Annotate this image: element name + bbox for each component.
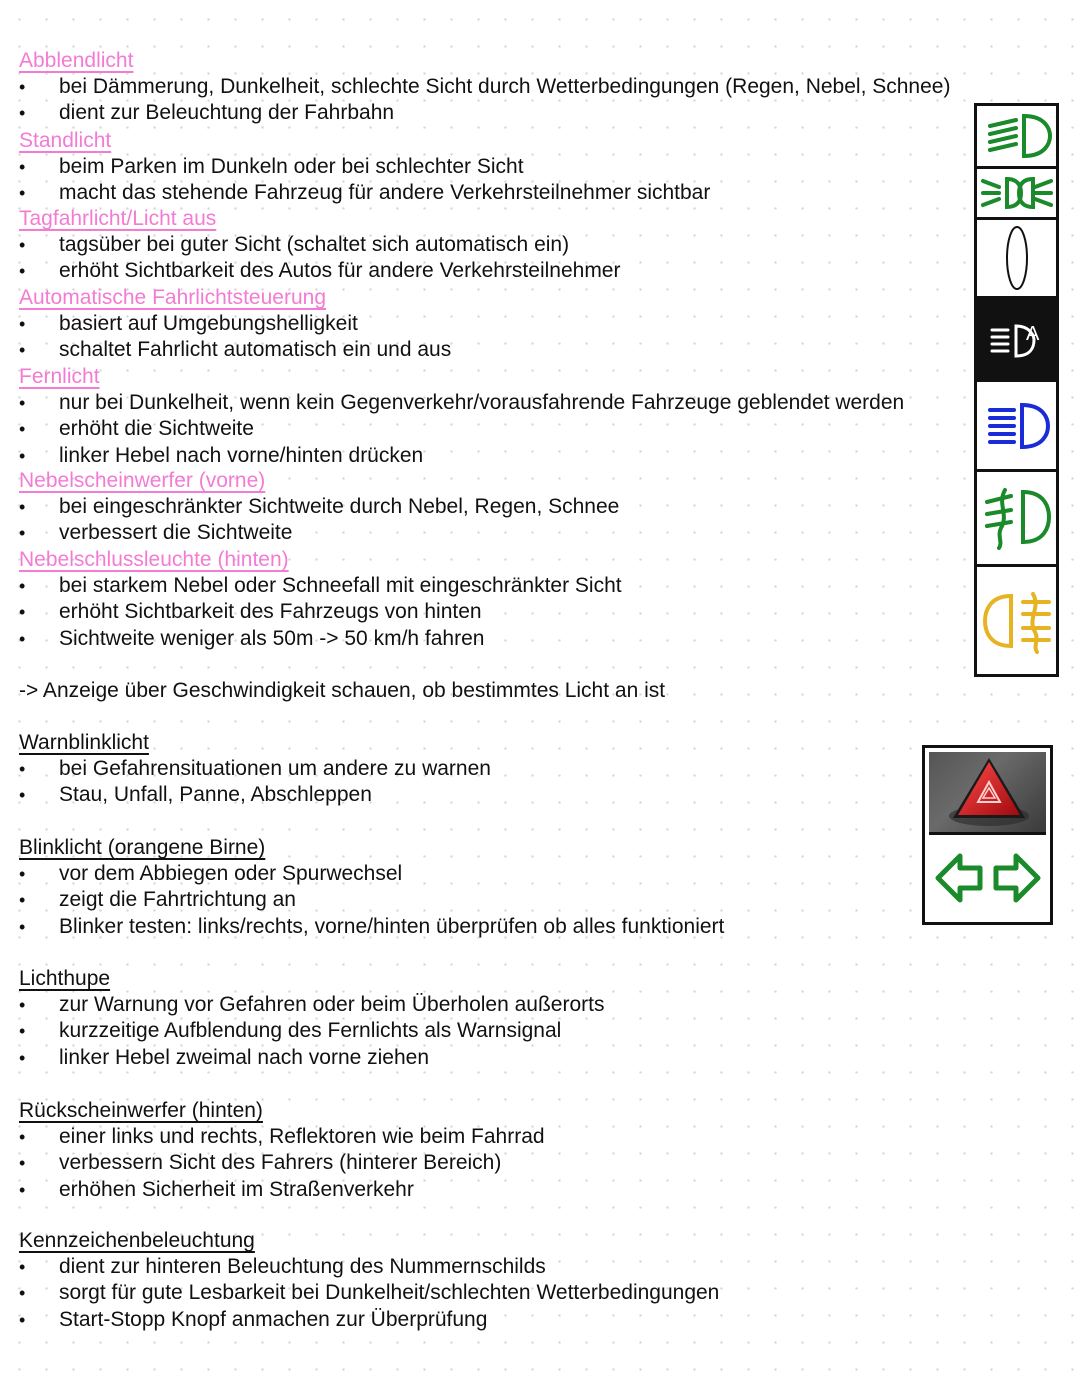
list-item: • bei Dämmerung, Dunkelheit, schlechte Sicht durch Wetterbedingungen (Regen, Nebel, Schnee) <box>19 74 950 100</box>
parking-light-cell <box>977 169 1056 220</box>
heading: Tagfahrlicht/Licht aus <box>19 207 217 230</box>
section-blinklicht <box>19 835 724 940</box>
list-item: • Blinker testen: links/rechts, vorne/hinten überprüfen ob alles funktioniert <box>19 914 724 940</box>
section-tagfahrlicht <box>19 206 620 285</box>
hazard-button-icon <box>929 752 1046 832</box>
daytime-light-cell <box>977 220 1056 299</box>
rear-fog-light-icon <box>981 588 1053 654</box>
heading: Automatische Fahrlichtsteuerung <box>19 286 326 309</box>
list-item: • verbessern Sicht des Fahrers (hinterer Bereich) <box>19 1150 545 1176</box>
list-item: • kurzzeitige Aufblendung des Fernlichts als Warnsignal <box>19 1018 605 1044</box>
hazard-button-photo <box>929 752 1046 835</box>
section-abblendlicht <box>19 48 950 127</box>
section-automatische-fahrlichtsteuerung <box>19 285 451 364</box>
speedometer-note: -> Anzeige über Geschwindigkeit schauen, ob bestimmtes Licht an ist <box>19 679 666 702</box>
list-item: • beim Parken im Dunkeln oder bei schlechter Sicht <box>19 154 710 180</box>
list-item: • dient zur hinteren Beleuchtung des Nummernschilds <box>19 1254 719 1280</box>
heading: Fernlicht <box>19 365 100 388</box>
parking-light-icon <box>979 173 1055 213</box>
list-item: • Start-Stopp Knopf anmachen zur Überprüfung <box>19 1307 719 1333</box>
list-item: • erhöht die Sichtweite <box>19 416 904 442</box>
list-item: • Sichtweite weniger als 50m -> 50 km/h fahren <box>19 626 622 652</box>
list-item: • linker Hebel zweimal nach vorne ziehen <box>19 1045 605 1071</box>
section-rueckscheinwerfer <box>19 1098 545 1203</box>
list-item: • bei eingeschränkter Sichtweite durch Nebel, Regen, Schnee <box>19 494 619 520</box>
list-item: • bei Gefahrensituationen um andere zu warnen <box>19 756 491 782</box>
section-lichthupe <box>19 966 605 1071</box>
list-item: • einer links und rechts, Reflektoren wie beim Fahrrad <box>19 1124 545 1150</box>
heading: Nebelscheinwerfer (vorne) <box>19 469 266 492</box>
low-beam-icon <box>980 110 1054 162</box>
heading: Kennzeichenbeleuchtung <box>19 1229 255 1252</box>
high-beam-icon <box>982 399 1052 453</box>
turn-signal-cell <box>925 834 1050 922</box>
list-item: • sorgt für gute Lesbarkeit bei Dunkelheit/schlechten Wetterbedingungen <box>19 1280 719 1306</box>
section-nebelschlussleuchte <box>19 547 622 652</box>
section-kennzeichenbeleuchtung <box>19 1228 719 1333</box>
light-icons-panel <box>974 103 1059 677</box>
list-item: • schaltet Fahrlicht automatisch ein und aus <box>19 337 451 363</box>
auto-light-icon <box>986 316 1048 362</box>
front-fog-cell <box>977 469 1056 567</box>
heading: Warnblinklicht <box>19 731 149 754</box>
heading: Rückscheinwerfer (hinten) <box>19 1099 263 1122</box>
heading: Abblendlicht <box>19 49 134 72</box>
heading: Standlicht <box>19 129 112 152</box>
high-beam-cell <box>977 379 1056 472</box>
list-item: • bei starkem Nebel oder Schneefall mit eingeschränkter Sicht <box>19 573 622 599</box>
low-beam-cell <box>977 106 1056 169</box>
svg-text:A: A <box>1025 323 1039 345</box>
list-item: • macht das stehende Fahrzeug für andere Verkehrsteilnehmer sichtbar <box>19 180 710 206</box>
section-warnblinklicht <box>19 730 491 809</box>
list-item: • erhöht Sichtbarkeit des Fahrzeugs von hinten <box>19 599 622 625</box>
list-item: • Stau, Unfall, Panne, Abschleppen <box>19 782 491 808</box>
list-item: • erhöhen Sicherheit im Straßenverkehr <box>19 1177 545 1203</box>
section-fernlicht <box>19 364 904 469</box>
list-item: • linker Hebel nach vorne/hinten drücken <box>19 443 904 469</box>
list-item: • zeigt die Fahrtrichtung an <box>19 887 724 913</box>
section-nebelscheinwerfer <box>19 468 619 547</box>
list-item: • zur Warnung vor Gefahren oder beim Überholen außerorts <box>19 992 605 1018</box>
rear-fog-cell <box>977 567 1056 674</box>
list-item: • basiert auf Umgebungshelligkeit <box>19 311 451 337</box>
list-item: • tagsüber bei guter Sicht (schaltet sich automatisch ein) <box>19 232 620 258</box>
list-item: • vor dem Abbiegen oder Spurwechsel <box>19 861 724 887</box>
list-item: • nur bei Dunkelheit, wenn kein Gegenverkehr/vorausfahrende Fahrzeuge geblendet werden <box>19 390 904 416</box>
front-fog-light-icon <box>981 484 1053 550</box>
heading: Lichthupe <box>19 967 111 990</box>
list-item: • verbessert die Sichtweite <box>19 520 619 546</box>
heading: Blinklicht (orangene Birne) <box>19 836 266 859</box>
daytime-light-off-icon <box>997 223 1037 293</box>
signal-icons-panel <box>922 745 1053 925</box>
list-item: • dient zur Beleuchtung der Fahrbahn <box>19 100 950 126</box>
turn-signal-arrows-icon <box>932 846 1044 910</box>
auto-light-cell <box>977 299 1056 379</box>
list-item: • erhöht Sichtbarkeit des Autos für andere Verkehrsteilnehmer <box>19 258 620 284</box>
heading: Nebelschlussleuchte (hinten) <box>19 548 289 571</box>
section-standlicht <box>19 128 710 207</box>
